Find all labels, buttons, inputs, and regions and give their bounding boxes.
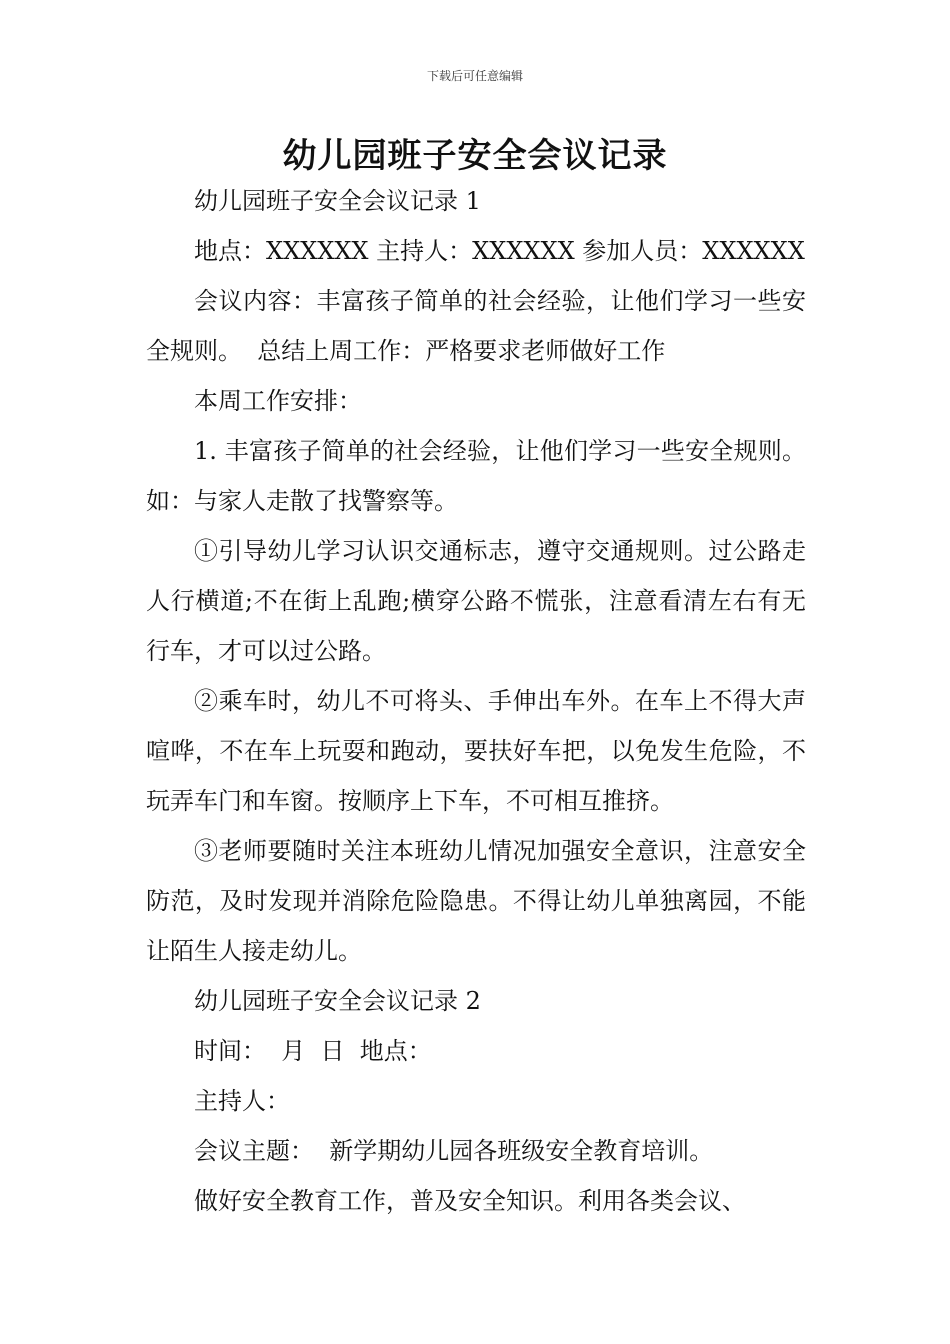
plan-subitem-1: ①引导幼儿学习认识交通标志，遵守交通规则。过公路走人行横道;不在街上乱跑;横穿公路不慌张，注意看清左右有无行车，才可以过公路。 <box>146 537 806 665</box>
plan-subitem-3: ③老师要随时关注本班幼儿情况加强安全意识，注意安全防范，及时发现并消除危险隐患。不得让幼儿单独离园，不能让陌生人接走幼儿。 <box>146 837 806 965</box>
week-plan-heading: 本周工作安排： <box>194 387 362 415</box>
meeting-info-line: 地点：XXXXXX 主持人：XXXXXX 参加人员：XXXXXX <box>194 237 805 265</box>
meeting-content-paragraph: 会议内容：丰富孩子简单的社会经验，让他们学习一些安全规则。 总结上周工作：严格要求老师做好工作 <box>146 287 806 365</box>
section-heading-2: 幼儿园班子安全会议记录 2 <box>194 987 481 1015</box>
plan-subitem-2: ②乘车时，幼儿不可将头、手伸出车外。在车上不得大声喧哗，不在车上玩耍和跑动，要扶好车把，以免发生危险，不玩弄车门和车窗。按顺序上下车，不可相互推挤。 <box>146 687 806 815</box>
plan-item-1: 1. 丰富孩子简单的社会经验，让他们学习一些安全规则。如：与家人走散了找警察等。 <box>146 437 806 515</box>
meeting-topic-line: 会议主题： 新学期幼儿园各班级安全教育培训。 <box>194 1137 714 1165</box>
time-location-line: 时间： 月 日 地点： <box>194 1037 432 1065</box>
host-line: 主持人： <box>194 1087 290 1115</box>
document-title: 幼儿园班子安全会议记录 <box>282 136 668 176</box>
safety-education-paragraph: 做好安全教育工作，普及安全知识。利用各类会议、 <box>194 1187 746 1215</box>
header-note: 下载后可任意编辑 <box>426 69 523 83</box>
document-body <box>146 176 806 1226</box>
section-heading-1: 幼儿园班子安全会议记录 1 <box>194 187 481 215</box>
